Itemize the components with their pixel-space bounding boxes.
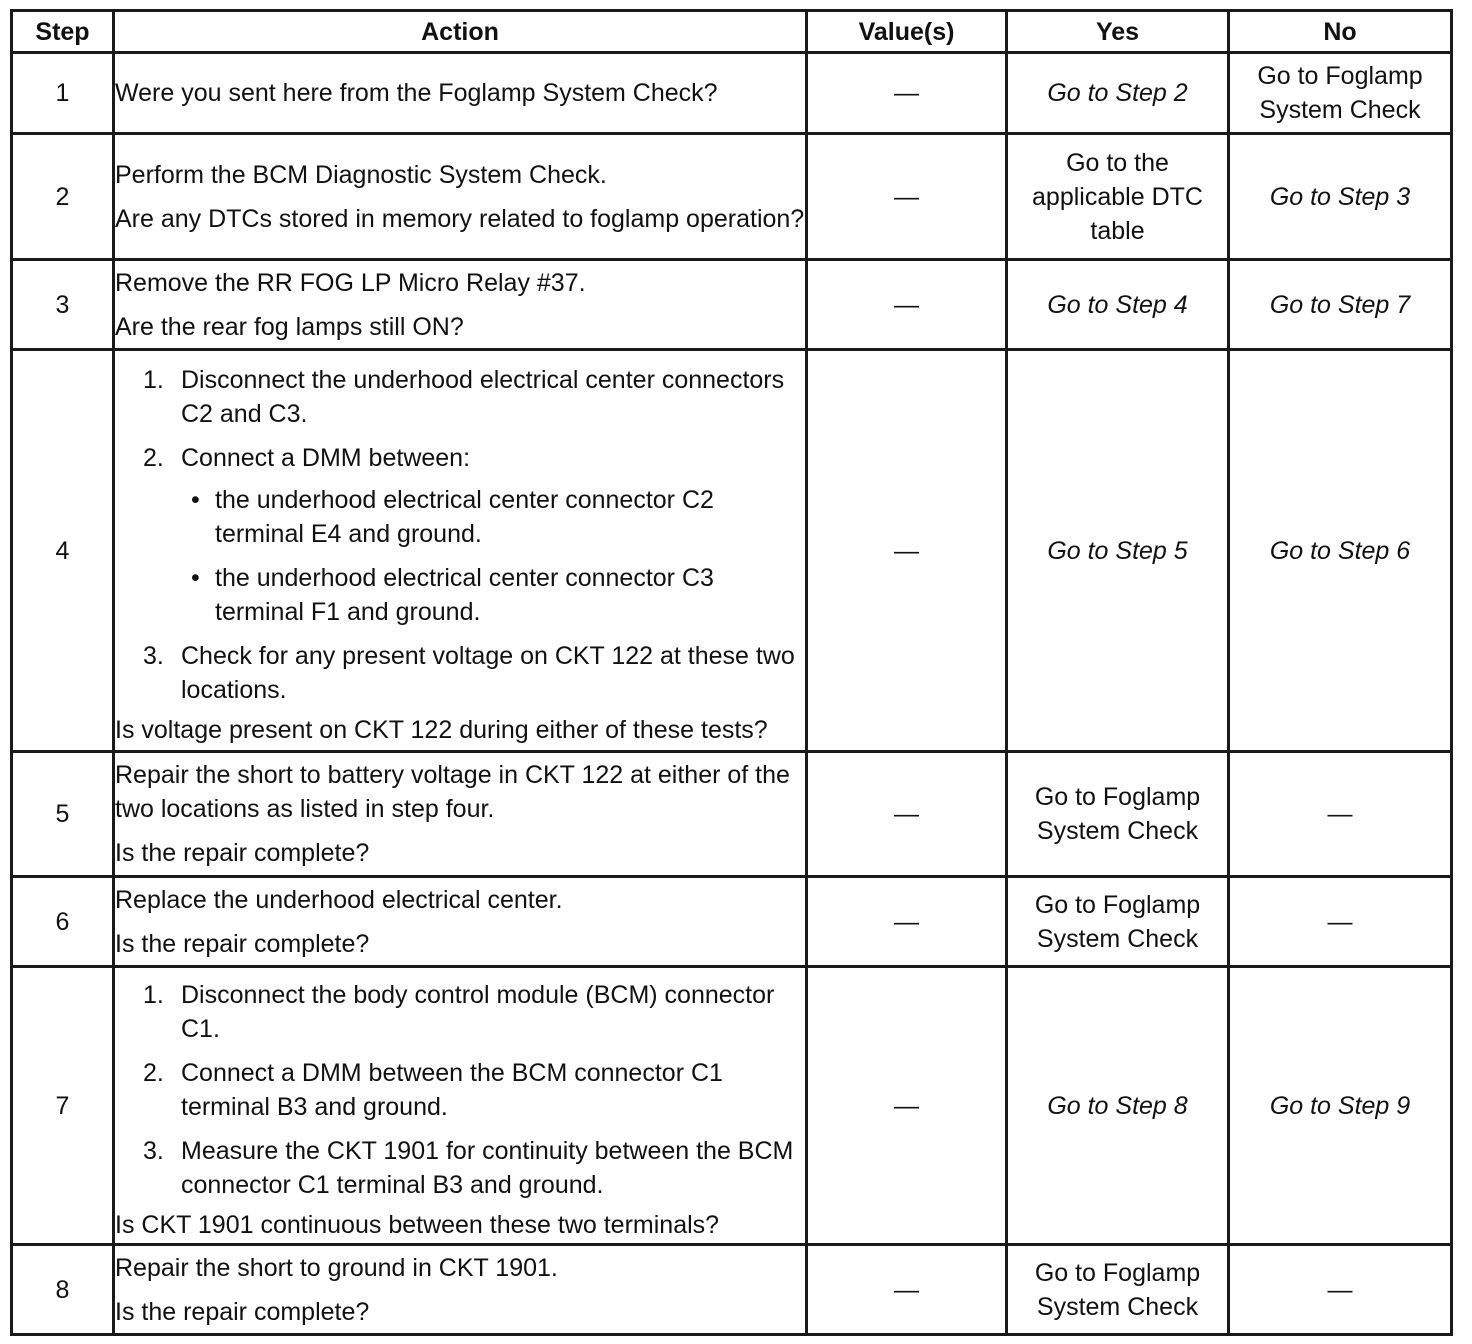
procedure-step xyxy=(115,363,805,431)
step-number: 4 xyxy=(12,350,114,752)
step-number: 7 xyxy=(12,967,114,1245)
yes-cell: Go to Step 2 xyxy=(1007,53,1229,134)
yes-cell: Go to Foglamp System Check xyxy=(1007,877,1229,967)
header-action: Action xyxy=(114,11,807,53)
action-text: Perform the BCM Diagnostic System Check. xyxy=(115,160,607,189)
procedure-step-text: Measure the CKT 1901 for continuity between the BCM connector C1 terminal B3 and ground. xyxy=(181,1136,794,1199)
action-cell xyxy=(114,752,807,877)
step-number: 6 xyxy=(12,877,114,967)
no-cell: Go to Foglamp System Check xyxy=(1229,53,1452,134)
procedure-step xyxy=(115,1056,805,1124)
action-cell xyxy=(114,260,807,350)
yes-cell: Go to Step 8 xyxy=(1007,967,1229,1245)
yes-cell: Go to Foglamp System Check xyxy=(1007,1245,1229,1335)
procedure-step-number: 2. xyxy=(143,443,164,472)
action-question: Are any DTCs stored in memory related to foglamp operation? xyxy=(115,204,805,233)
table-row xyxy=(12,53,1452,134)
action-cell xyxy=(114,1245,807,1335)
no-cell: Go to Step 3 xyxy=(1229,134,1452,260)
value-cell xyxy=(807,752,1007,877)
procedure-step-number: 3. xyxy=(143,641,164,670)
table-row xyxy=(12,1245,1452,1335)
action-question: Is the repair complete? xyxy=(115,1297,370,1326)
value-dash: — xyxy=(894,907,919,936)
header-yes: Yes xyxy=(1007,11,1229,53)
step-number: 3 xyxy=(12,260,114,350)
action-text: Were you sent here from the Foglamp System Check? xyxy=(115,79,718,107)
procedure-step-text: Disconnect the underhood electrical center connectors C2 and C3. xyxy=(181,365,785,428)
bullet-item xyxy=(181,483,805,551)
step-number: 5 xyxy=(12,752,114,877)
step-number: 2 xyxy=(12,134,114,260)
action-text: Repair the short to battery voltage in CKT 122 at either of the two locations as listed in step four. xyxy=(115,761,790,823)
header-no: No xyxy=(1229,11,1452,53)
action-text: Repair the short to ground in CKT 1901. xyxy=(115,1253,558,1282)
action-text: Remove the RR FOG LP Micro Relay #37. xyxy=(115,268,586,297)
no-cell: Go to Step 6 xyxy=(1229,350,1452,752)
value-cell xyxy=(807,260,1007,350)
bullet-dot-icon: • xyxy=(191,485,200,514)
bullet-list xyxy=(181,483,805,629)
value-dash: — xyxy=(894,800,919,828)
header-row xyxy=(12,11,1452,53)
bullet-text: the underhood electrical center connector C3 terminal F1 and ground. xyxy=(215,563,714,626)
value-dash: — xyxy=(894,290,919,319)
table-row xyxy=(12,967,1452,1245)
action-question: Is voltage present on CKT 122 during either of these tests? xyxy=(115,715,768,744)
procedure-step-text: Connect a DMM between the BCM connector C1 terminal B3 and ground. xyxy=(181,1058,723,1121)
action-cell xyxy=(114,967,807,1245)
table-row xyxy=(12,350,1452,752)
yes-cell: Go to the applicable DTC table xyxy=(1007,134,1229,260)
value-dash: — xyxy=(894,79,919,107)
value-dash: — xyxy=(894,1091,919,1120)
value-dash: — xyxy=(894,1275,919,1304)
table-row xyxy=(12,260,1452,350)
step-number: 1 xyxy=(12,53,114,134)
no-cell: — xyxy=(1229,877,1452,967)
value-dash: — xyxy=(894,182,919,211)
value-cell xyxy=(807,134,1007,260)
procedure-step xyxy=(115,1134,805,1202)
value-dash: — xyxy=(894,536,919,565)
procedure-step-number: 1. xyxy=(143,980,164,1009)
procedure-step-number: 2. xyxy=(143,1058,164,1087)
procedure-step-text: Disconnect the body control module (BCM) connector C1. xyxy=(181,980,775,1043)
action-question: Are the rear fog lamps still ON? xyxy=(115,312,464,341)
no-cell: Go to Step 7 xyxy=(1229,260,1452,350)
procedure-step-number: 1. xyxy=(143,365,164,394)
header-values: Value(s) xyxy=(807,11,1007,53)
procedure-list xyxy=(115,363,805,707)
procedure-list xyxy=(115,978,805,1202)
value-cell xyxy=(807,967,1007,1245)
action-cell xyxy=(114,350,807,752)
procedure-step xyxy=(115,441,805,629)
table-row xyxy=(12,752,1452,877)
yes-cell: Go to Foglamp System Check xyxy=(1007,752,1229,877)
procedure-step xyxy=(115,639,805,707)
table-row xyxy=(12,134,1452,260)
procedure-step-text: Connect a DMM between: xyxy=(181,443,471,472)
bullet-text: the underhood electrical center connector C2 terminal E4 and ground. xyxy=(215,485,714,548)
value-cell xyxy=(807,1245,1007,1335)
no-cell: — xyxy=(1229,1245,1452,1335)
no-cell: Go to Step 9 xyxy=(1229,967,1452,1245)
action-question: Is the repair complete? xyxy=(115,839,370,867)
action-cell xyxy=(114,877,807,967)
header-step: Step xyxy=(12,11,114,53)
action-question: Is the repair complete? xyxy=(115,929,370,958)
value-cell xyxy=(807,53,1007,134)
bullet-item xyxy=(181,561,805,629)
table-row xyxy=(12,877,1452,967)
no-cell: — xyxy=(1229,752,1452,877)
action-cell xyxy=(114,53,807,134)
step-number: 8 xyxy=(12,1245,114,1335)
procedure-step xyxy=(115,978,805,1046)
value-cell xyxy=(807,350,1007,752)
yes-cell: Go to Step 5 xyxy=(1007,350,1229,752)
value-cell xyxy=(807,877,1007,967)
action-text: Replace the underhood electrical center. xyxy=(115,885,563,914)
procedure-step-number: 3. xyxy=(143,1136,164,1165)
action-question: Is CKT 1901 continuous between these two terminals? xyxy=(115,1210,720,1239)
procedure-step-text: Check for any present voltage on CKT 122 at these two locations. xyxy=(181,641,795,704)
yes-cell: Go to Step 4 xyxy=(1007,260,1229,350)
diagnostic-table xyxy=(10,9,1453,1336)
bullet-dot-icon: • xyxy=(191,563,200,592)
action-cell xyxy=(114,134,807,260)
